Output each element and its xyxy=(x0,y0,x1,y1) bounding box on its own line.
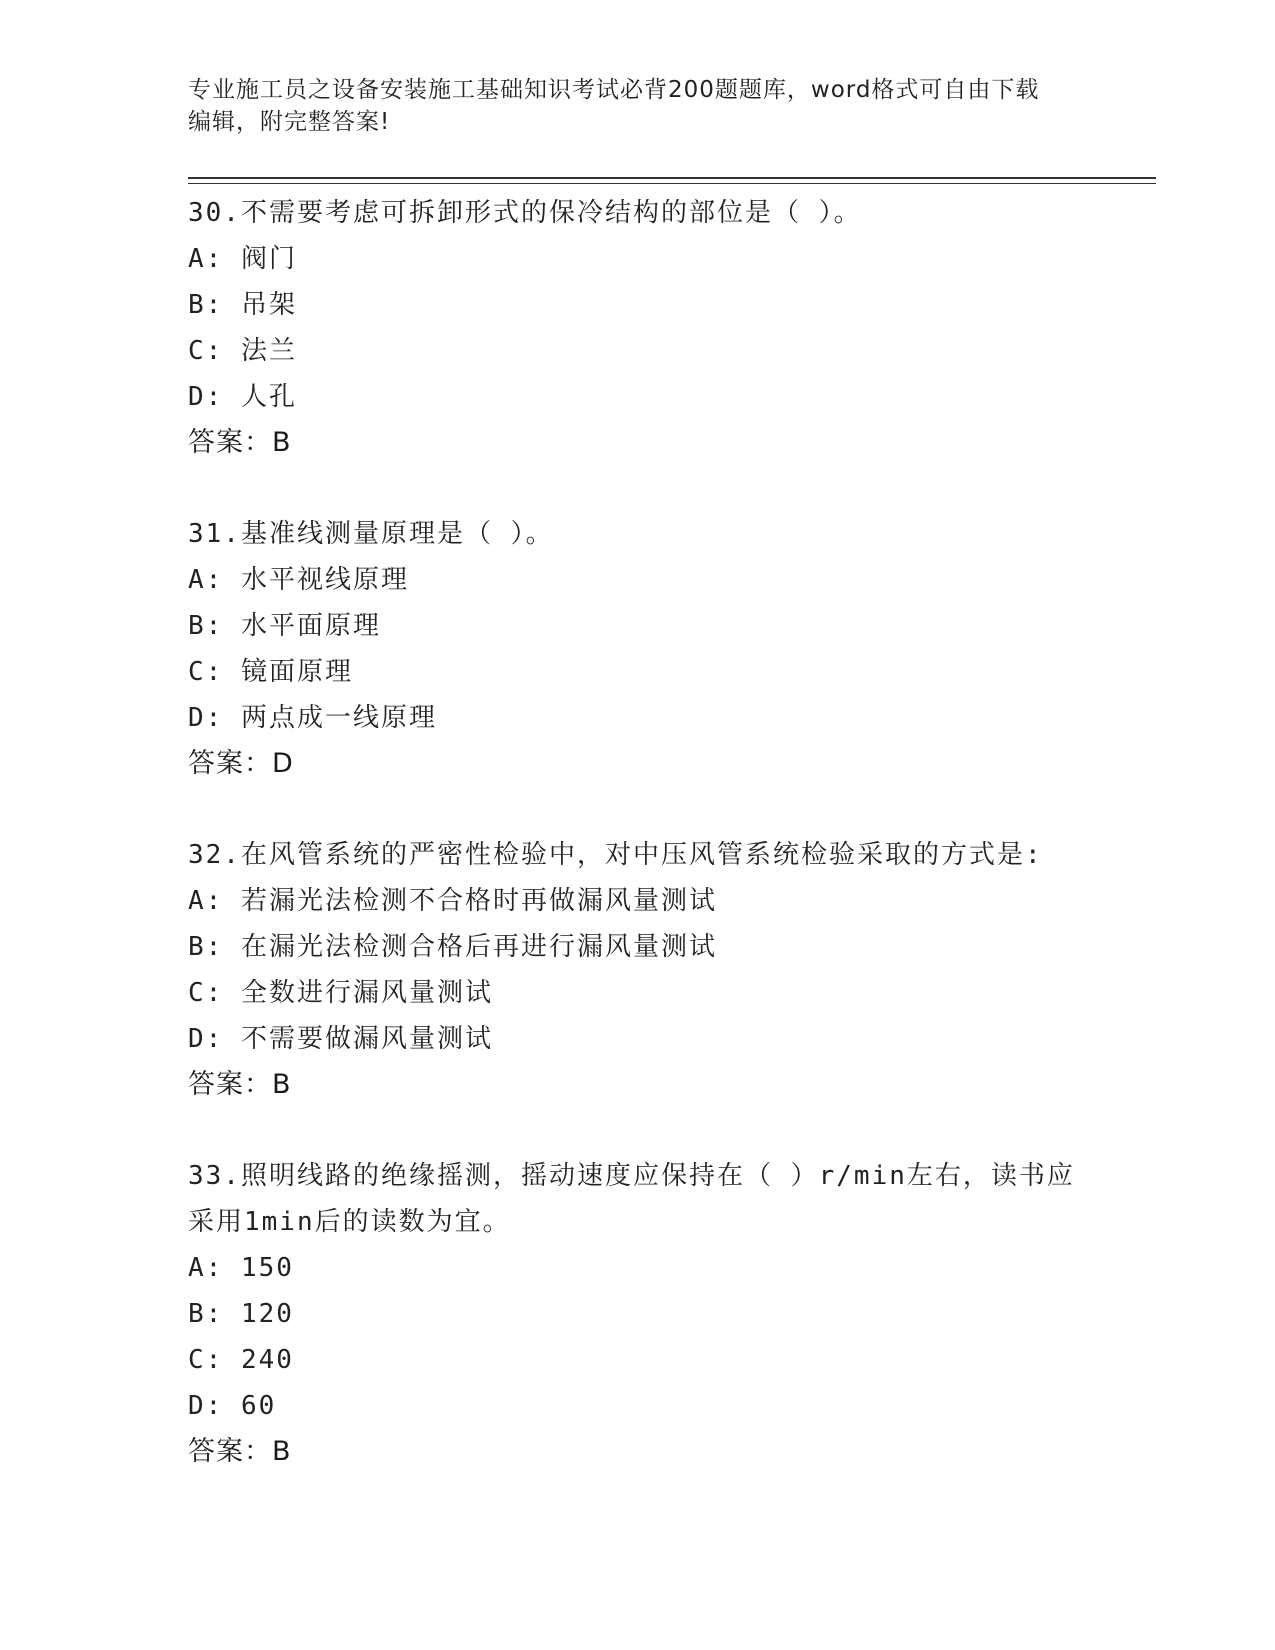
question-33 xyxy=(188,1153,1088,1475)
answer-label: 答案：D xyxy=(188,748,294,779)
option-b: B: 120 xyxy=(188,1299,294,1329)
question-text-line-1: 33.照明线路的绝缘摇测，摇动速度应保持在（ ）r/min左右，读书应 xyxy=(188,1161,1075,1191)
question-list xyxy=(188,190,1088,1520)
option-b: B: 在漏光法检测合格后再进行漏风量测试 xyxy=(188,932,717,962)
question-text-line-2: 采用1min后的读数为宜。 xyxy=(188,1207,511,1237)
option-d: D: 人孔 xyxy=(188,382,297,412)
option-a: A: 150 xyxy=(188,1253,294,1283)
answer-label: 答案：B xyxy=(188,1436,292,1467)
answer-label: 答案：B xyxy=(188,427,292,458)
option-c: C: 镜面原理 xyxy=(188,657,353,687)
question-32 xyxy=(188,832,1088,1108)
option-d: D: 两点成一线原理 xyxy=(188,703,437,733)
header-line-1: 专业施工员之设备安装施工基础知识考试必背200题题库，word格式可自由下载 xyxy=(188,77,1040,103)
option-c: C: 法兰 xyxy=(188,336,297,366)
header-divider-thick xyxy=(188,177,1156,179)
question-text: 30.不需要考虑可拆卸形式的保冷结构的部位是（ ）。 xyxy=(188,198,862,228)
question-31 xyxy=(188,511,1088,787)
document-header xyxy=(188,74,1088,138)
option-d: D: 不需要做漏风量测试 xyxy=(188,1024,493,1054)
option-a: A: 若漏光法检测不合格时再做漏风量测试 xyxy=(188,886,717,916)
header-divider-thin xyxy=(188,183,1156,184)
question-text: 31.基准线测量原理是（ ）。 xyxy=(188,519,554,549)
option-a: A: 水平视线原理 xyxy=(188,565,409,595)
question-text: 32.在风管系统的严密性检验中，对中压风管系统检验采取的方式是: xyxy=(188,840,1043,870)
option-b: B: 吊架 xyxy=(188,290,297,320)
option-a: A: 阀门 xyxy=(188,244,297,274)
question-30 xyxy=(188,190,1088,466)
answer-label: 答案：B xyxy=(188,1069,292,1100)
header-line-2: 编辑，附完整答案! xyxy=(188,109,391,135)
option-c: C: 全数进行漏风量测试 xyxy=(188,978,493,1008)
option-d: D: 60 xyxy=(188,1391,277,1421)
option-c: C: 240 xyxy=(188,1345,294,1375)
option-b: B: 水平面原理 xyxy=(188,611,381,641)
